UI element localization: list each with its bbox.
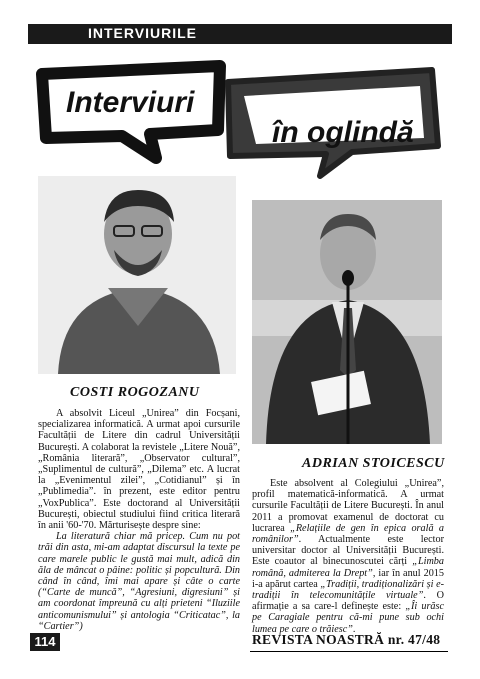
- book-title: „Limba română, admiterea la Drept”: [252, 556, 444, 579]
- bio-text-part: , iar în anul 2015 i-a apărut cartea: [252, 567, 444, 590]
- magazine-issue-label: REVISTA NOASTRĂ nr. 47/48: [252, 632, 441, 647]
- bio-paragraph-left: A absolvit Liceul „Unirea” din Focșani, specializarea informatică. A urmat apoi cursurile Facultății de Litere din cadrul Universității București. A colaborat la revistele „Litere Nouă”, „România literară”, „Observator cultural”, „Suplimentul de cultură”, „Dilema” etc. A lucrat la „Evenimentul zilei”, „Cotidianul” și în „Publimedia”. în prezent, este editor pentru „VoxPublica”. Este doctorand al Universității București, obiectul studiului fiind critica literară în anii '60-'70. Mărturisește despre sine:: [38, 408, 240, 532]
- person-name-right: ADRIAN STOICESCU: [302, 456, 445, 471]
- portrait-photo-right: [252, 200, 442, 444]
- bio-text-part: .: [352, 623, 356, 635]
- bio-paragraph-right: [252, 478, 444, 635]
- bio-text-part: Este absolvent al Colegiului „Unirea”, profil matematică-informatică. A urmat cursurile Facultății de Litere București. În anul 2011 a promovat examenul de doctorat cu lucrarea: [252, 478, 444, 534]
- section-label: INTERVIURILE: [88, 25, 197, 41]
- title-line-2: în oglindă: [272, 116, 414, 149]
- quote-paragraph-left: [38, 531, 240, 632]
- bio-text-part: . Actualmente este lector universitar doctor al Universității București. Este coautor al binecunoscutei cărți: [252, 534, 444, 568]
- quote-text-left: La literatură chiar mă pricep. Cum nu pot trăi din asta, mi-am adaptat discursul la texte pe care marele public le gustă mai mult, adică din ăla de mâncat o pâine: politic și popculturã. Din când în când, îmi mai apare și câte o carte (“Carte de muncă”, “Agresiuni, digresiuni” și am coordonat împreună cu alți prieteni “Iluziile anticomunismului” și antologia “Criticatac”, la “Cartier”): [38, 531, 240, 632]
- quote-text-right: „Îi urăsc pe Caragiale pentru că-mi pune sub ochi lumea pe care o trăiesc”: [252, 601, 444, 635]
- bio-text-part: . O afirmație a sa care-l definește este:: [252, 590, 444, 613]
- article-column-left: [38, 408, 240, 632]
- title-line-1: Interviuri: [66, 86, 195, 119]
- article-column-right: [252, 478, 444, 635]
- section-header-bar: [28, 24, 452, 44]
- book-title: „Tradiții, tradiționalizări și e-tradiții în telecomunitățile virtuale”: [252, 578, 444, 602]
- thesis-title: „Relațiile de gen în epica orală a românilor”: [252, 522, 444, 546]
- portrait-photo-left: [38, 176, 236, 374]
- page-number: 114: [30, 633, 60, 651]
- person-name-left: COSTI ROGOZANU: [70, 385, 200, 400]
